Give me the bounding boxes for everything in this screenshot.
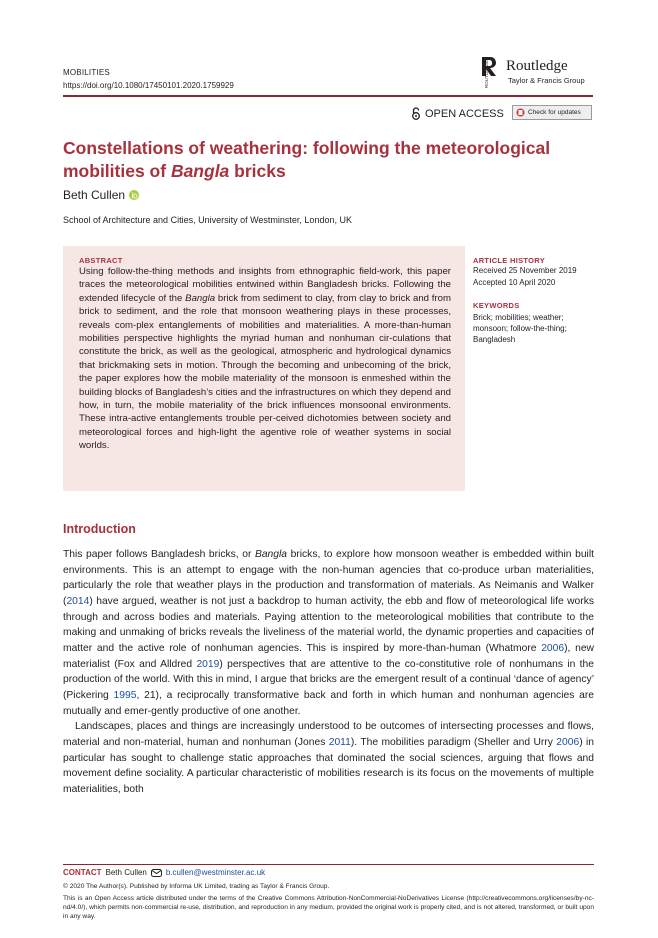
citation-link[interactable]: 2011 [328,736,351,748]
publisher-logo[interactable] [480,56,600,90]
open-access-label: OPEN ACCESS [425,107,504,120]
footer-divider [63,864,594,865]
author-affiliation: School of Architecture and Cities, University of Westminster, London, UK [63,215,352,225]
abstract-heading: ABSTRACT [79,256,123,265]
citation-link[interactable]: 1995 [113,689,137,701]
check-updates-icon [516,108,525,117]
abstract-text: Using follow-the-thing methods and insights from ethnographic field-work, this paper traces the meteorological mobilities entwined within Bangladesh bricks. Following the extended lifecycle of the Bangla brick from sediment to clay, from clay to brick and from brick to sediment, and the role that monsoon weathering plays in these processes, reveals com-plex entanglements of mobilities and materialities. A more-than-human mobilities perspective highlights the myriad human and nonhuman cir-culations that constitute the brick, as well as the geological, atmospheric and hydrological dynamics that brickmaking sets in motion. Through the becoming and unbecoming of the brick, the paper explores how the mobile materiality of the monsoon is enmeshed within the building blocks of Bangladesh’s cities and the infrastructures on which they depend and how, in turn, the mobile materiality of the brick influences monsoonal environments. These intra-active entanglements trouble per-ceived dichotomies between society and meteorological forces and high-light the agentive role of weather systems in social worlds. [79,266,451,452]
introduction-body [63,547,594,798]
contact-line [63,868,265,877]
license-notice: This is an Open Access article distributed under the terms of the Creative Commons Attribution-NonCommercial-NoDerivatives License (http://creativecommons.org/licenses/by-nc-nd/4.0/), which permits non-commercial re-use, distribution, and reproduction in any medium, provided the original work is properly cited, and is not altered, transformed, or built upon in any way. [63,895,594,920]
article-history-heading: ARTICLE HISTORY [473,256,546,265]
routledge-logo-icon [480,56,498,86]
email-icon [151,869,162,877]
check-updates-label: Check for updates [528,109,581,116]
header-divider [63,95,593,97]
check-updates-button[interactable] [512,105,592,120]
publisher-vertical-text: ROUTLEDGE [484,59,489,88]
citation-link[interactable]: 2019 [196,658,220,670]
author-name[interactable]: Beth Cullen [63,188,139,202]
publisher-subtitle: Taylor & Francis Group [508,76,585,85]
paragraph: Landscapes, places and things are increasingly understood to be outcomes of intersecting processes and flows, material and non-material, human and nonhuman (Jones 2011). The mobilities paradigm (Sheller and Urry 2006) in particular has sought to challenge static approaches that dominated the social sciences, arguing that flows and movement define sociality. A particular characteristic of mobilities research is its focus on the movements of multiple materialities, both [63,721,594,795]
journal-name: MOBILITIES [63,68,110,77]
title-italic: Bangla [170,161,230,181]
keywords-list: Brick; mobilities; weather; monsoon; follow-the-thing; Bangladesh [473,313,567,344]
contact-name: Beth Cullen [105,868,147,877]
publisher-name: Routledge [506,58,568,74]
article-title: Constellations of weathering: following the meteorological mobilities of Bangla bricks [63,138,551,181]
contact-label: CONTACT [63,868,102,877]
orcid-icon[interactable] [129,190,139,200]
email-link[interactable]: b.cullen@westminster.ac.uk [165,868,266,877]
paragraph: This paper follows Bangladesh bricks, or Bangla bricks, to explore how monsoon weather is embedded within built environments. This is an attempt to engage with the non-human agencies that co-produce urban materialities, particularly the role that weather plays in the production and transformation of materials. As Neimanis and Walker (2014) have argued, weather is not just a backdrop to human activity, the ebb and flow of meteorological life works through and across bodies and materials. Paying attention to the meteorological mobilities that contribute to the making and unmaking of bricks reveals the liveliness of the material world, the dynamic properties and capacities of matter and the active role of nonhuman agencies. This is inspired by more-than-human (Whatmore 2006), new materialist (Fox and Alldred 2019) perspectives that are attentive to the co-constitutive role of nonhumans in the production of the world. With this in mind, I argue that bricks are the emergent result of a continual ‘dance of agency’ (Pickering 1995, 21), a reciprocally transformative back and forth in which human and nonhuman agencies are mutually and emer-gently productive of one another. [63,549,595,717]
keywords-heading: KEYWORDS [473,301,520,310]
open-access-lock-icon [411,107,421,120]
copyright-notice: © 2020 The Author(s). Published by Informa UK Limited, trading as Taylor & Francis Group. [63,883,330,890]
doi-link[interactable]: https://doi.org/10.1080/17450101.2020.1759929 [63,81,234,90]
received-date: Received 25 November 2019 [473,266,577,275]
accepted-date: Accepted 10 April 2020 [473,278,556,287]
open-access-badge [411,107,504,120]
citation-link[interactable]: 2006 [541,642,565,654]
citation-link[interactable]: 2014 [66,595,90,607]
introduction-heading: Introduction [63,522,136,536]
citation-link[interactable]: 2006 [556,736,580,748]
